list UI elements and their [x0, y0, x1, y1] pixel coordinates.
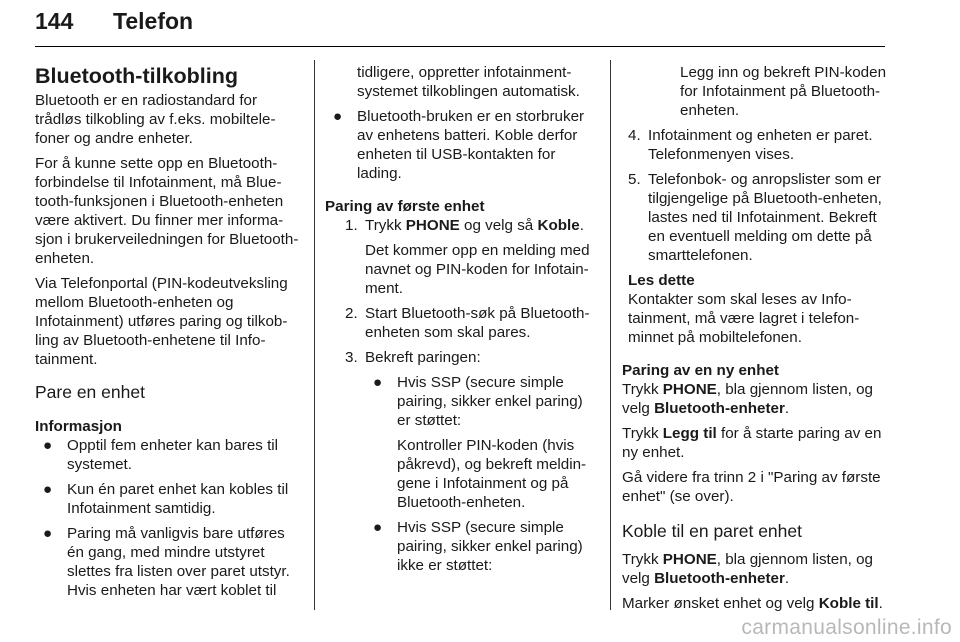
bullet-icon: ●: [333, 108, 343, 125]
key-koble-til: Koble til: [818, 595, 879, 612]
subsection-title: Koble til en paret enhet: [622, 521, 802, 541]
paragraph: Gå videre fra trinn 2 i "Paring av første enhet" (se over).: [622, 469, 881, 505]
section-title: Bluetooth-tilkobling: [35, 64, 239, 88]
watermark: carmanualsonline.info: [741, 616, 952, 639]
list-item-continued: tidligere, oppretter infotainmentsystemet tilkoblingen automatisk.: [357, 64, 580, 100]
ssp2-text: Legg inn og bekreft PIN-koden for Infotainment på Bluetooth-enheten.: [680, 64, 887, 119]
step-5: 5. Telefonbok- og anropslister som er tilgjengelige på Bluetooth-enheten, lastes ned til Infotainment. Bekreft en eventuell melding om dette på smarttelefonen.: [628, 171, 882, 264]
note-text: Kontakter som skal leses av Infotainment, må være lagret i telefonminnet på mobiltelefonen.: [628, 291, 860, 346]
paragraph: Bluetooth er en radiostandard for trådløs tilkobling av f.eks. mobiltelefoner og andre enheter.: [35, 92, 276, 147]
note-heading: Les dette: [628, 272, 695, 289]
paragraph: For å kunne sette opp en Bluetooth-forbindelse til Infotainment, må Bluetooth-funksjonen i Bluetooth-enheten være aktivert. Du finner mer informasjon i brukerveiledningen for Bluetooth-enheten.: [35, 155, 299, 267]
list-item: ● Hvis SSP (secure simple pairing, sikker enkel paring) ikke er støttet:: [373, 519, 583, 574]
subsection-title: Pare en enhet: [35, 382, 145, 402]
key-phone: PHONE: [405, 217, 460, 234]
bullet-icon: ●: [373, 374, 383, 391]
header-rule: [35, 46, 885, 47]
column-1: [35, 63, 303, 606]
bullet-icon: ●: [373, 519, 383, 536]
column-divider-1: [314, 60, 315, 610]
ssp1-text: Kontroller PIN-koden (hvis påkrevd), og bekreft meldingene i Infotainment og på Bluetooth-enheten.: [397, 437, 587, 511]
info-heading: Informasjon: [35, 418, 122, 435]
list-item: ● Paring må vanligvis bare utføres én gang, med mindre utstyret slettes fra listen over paret utstyr. Hvis enheten har vært koblet til: [43, 525, 290, 599]
step-1-text: Det kommer opp en melding med navnet og PIN-koden for Infotainment.: [365, 242, 590, 297]
bullet-icon: ●: [43, 525, 53, 542]
chapter-title: Telefon: [113, 8, 194, 34]
page-header: [35, 6, 885, 50]
step-2: 2. Start Bluetooth-søk på Bluetooth-enheten som skal pares.: [345, 305, 590, 341]
step-1: 1. Trykk PHONE og velg så Koble.: [345, 217, 584, 234]
key-legg-til: Legg til: [662, 425, 717, 442]
paragraph: Via Telefonportal (PIN-kodeutveksling mellom Bluetooth-enheten og Infotainment) utføres paring og tilkobling av Bluetooth-enhetene til Infotainment.: [35, 275, 288, 368]
list-item: ● Hvis SSP (secure simple pairing, sikker enkel paring) er støttet:: [373, 374, 583, 429]
paragraph: Trykk Legg til for å starte paring av en ny enhet.: [622, 425, 882, 461]
column-3: [622, 63, 890, 619]
step-3: 3. Bekreft paringen:: [345, 349, 481, 366]
key-bluetooth-enheter: Bluetooth-enheter: [654, 400, 785, 417]
key-phone: PHONE: [662, 381, 717, 398]
column-divider-2: [610, 60, 611, 610]
list-item: ● Opptil fem enheter kan bares til systemet.: [43, 437, 279, 473]
first-pairing-heading: Paring av første enhet: [325, 198, 485, 215]
key-phone: PHONE: [662, 551, 717, 568]
list-item: ● Kun én paret enhet kan kobles til Infotainment samtidig.: [43, 481, 289, 517]
paragraph: Trykk PHONE, bla gjennom listen, og velg Bluetooth-enheter.: [622, 551, 873, 587]
list-item: ● Bluetooth-bruken er en storbruker av enhetens batteri. Koble derfor enheten til USB-kontakten for lading.: [333, 108, 585, 182]
step-4: 4. Infotainment og enheten er paret. Telefonmenyen vises.: [628, 127, 873, 163]
bullet-icon: ●: [43, 481, 53, 498]
column-2: [325, 63, 595, 581]
paragraph: Trykk PHONE, bla gjennom listen, og velg Bluetooth-enheter.: [622, 381, 873, 417]
bullet-icon: ●: [43, 437, 53, 454]
paragraph: Marker ønsket enhet og velg Koble til.: [622, 595, 883, 612]
new-pairing-heading: Paring av en ny enhet: [622, 362, 779, 379]
key-koble: Koble: [537, 217, 580, 234]
page-number: 144: [35, 8, 74, 34]
key-bluetooth-enheter: Bluetooth-enheter: [654, 570, 785, 587]
